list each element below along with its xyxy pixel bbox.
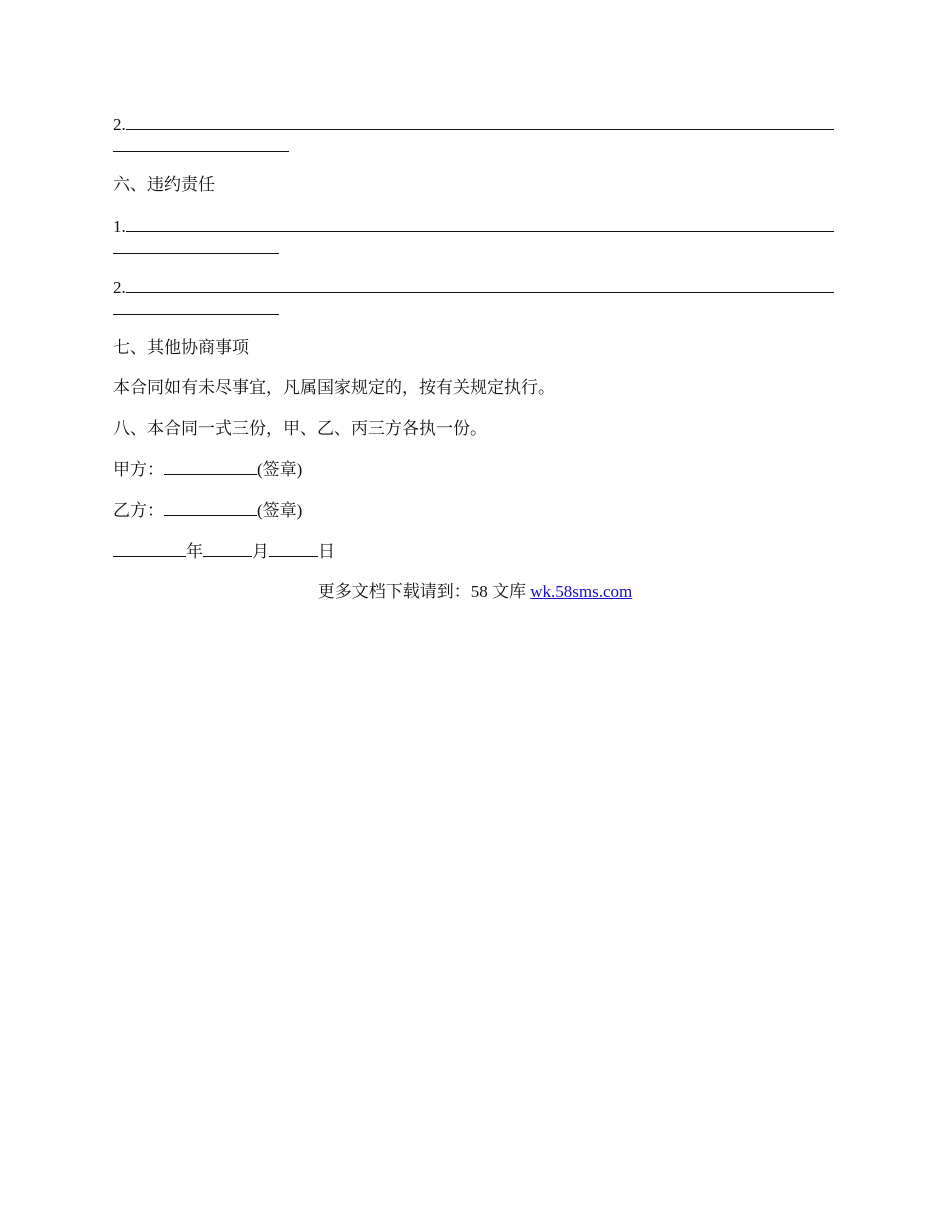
fill-blank-continuation[interactable] bbox=[113, 314, 279, 315]
clause-6-item-1 bbox=[113, 215, 834, 237]
clause-6-item-2 bbox=[113, 276, 834, 298]
fill-blank[interactable] bbox=[126, 276, 834, 293]
footer-text: 更多文档下载请到：58 文库 bbox=[317, 582, 531, 601]
year-blank[interactable] bbox=[113, 540, 186, 557]
footer-link[interactable]: wk.58sms.com bbox=[530, 582, 633, 601]
party-b-seal-label: (签章) bbox=[257, 501, 303, 520]
fill-blank-continuation[interactable] bbox=[113, 253, 279, 254]
clause-5-item-2 bbox=[113, 113, 834, 135]
party-b-label: 乙方： bbox=[113, 501, 164, 520]
item-number: 2. bbox=[113, 115, 126, 134]
day-blank[interactable] bbox=[269, 540, 318, 557]
item-number: 1. bbox=[113, 217, 126, 236]
party-b-signature bbox=[113, 499, 302, 521]
item-number: 2. bbox=[113, 278, 126, 297]
fill-blank[interactable] bbox=[126, 215, 834, 232]
party-a-label: 甲方： bbox=[113, 460, 164, 479]
month-blank[interactable] bbox=[203, 540, 252, 557]
day-label: 日 bbox=[318, 542, 335, 561]
fill-blank-continuation[interactable] bbox=[113, 151, 289, 152]
party-b-blank[interactable] bbox=[164, 499, 257, 516]
party-a-seal-label: (签章) bbox=[257, 460, 303, 479]
party-a-signature bbox=[113, 458, 302, 480]
party-a-blank[interactable] bbox=[164, 458, 257, 475]
section-7-title: 七、其他协商事项 bbox=[113, 338, 249, 357]
section-8: 八、本合同一式三份，甲、乙、丙三方各执一份。 bbox=[113, 419, 487, 438]
month-label: 月 bbox=[252, 542, 269, 561]
download-footer bbox=[0, 581, 950, 603]
section-6-title: 六、违约责任 bbox=[113, 175, 215, 194]
fill-blank[interactable] bbox=[126, 113, 834, 130]
year-label: 年 bbox=[186, 542, 203, 561]
signing-date bbox=[113, 540, 335, 562]
section-7-body: 本合同如有未尽事宜，凡属国家规定的，按有关规定执行。 bbox=[113, 378, 555, 397]
